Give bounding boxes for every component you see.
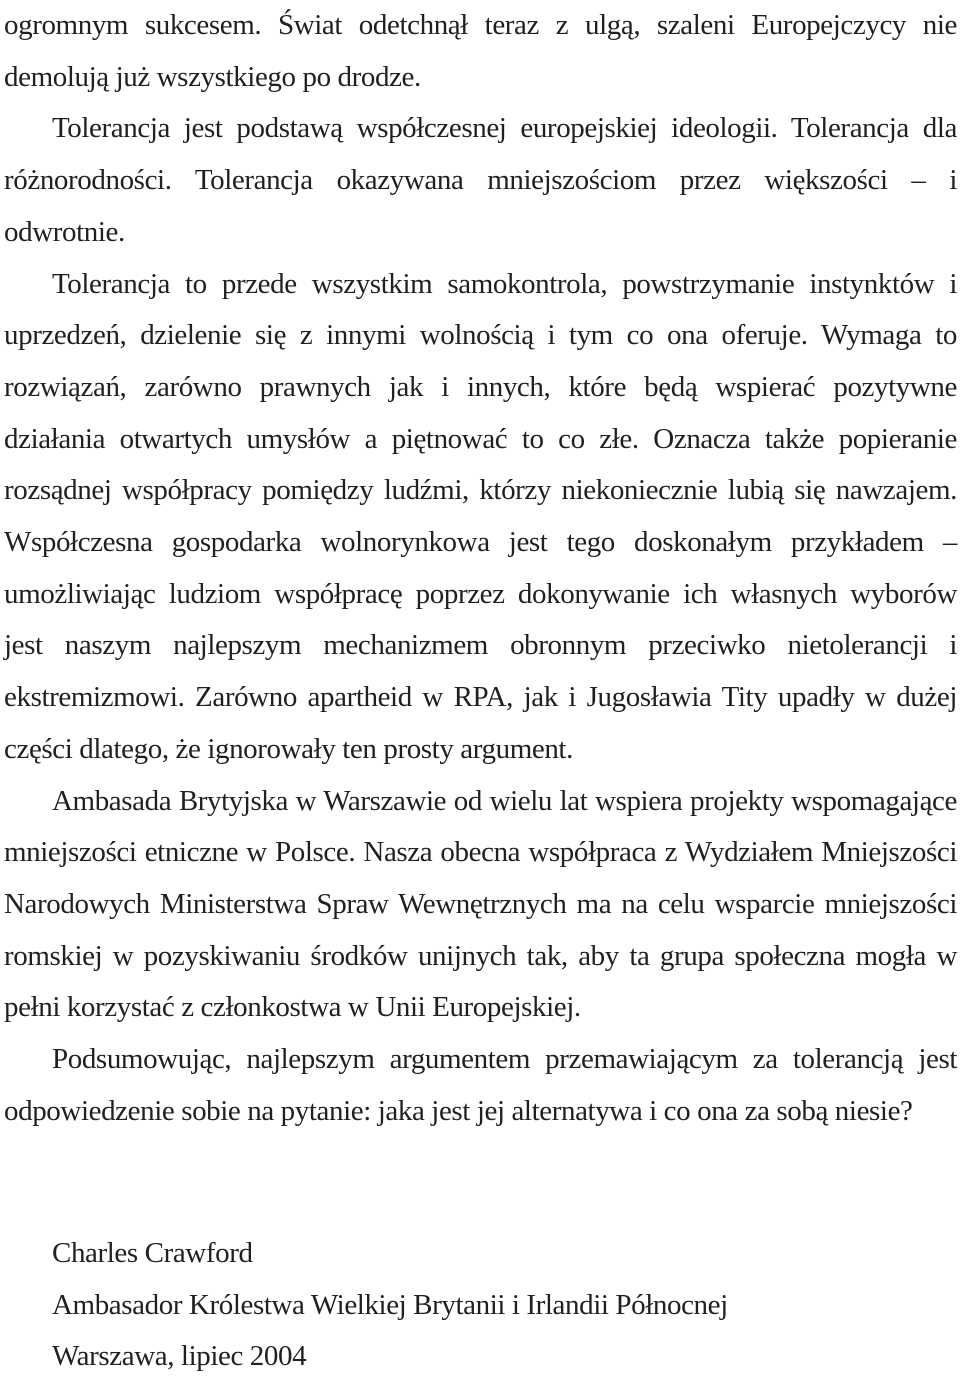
paragraph-5: Podsumowując, najlepszym argumentem przemawiającym za tolerancją jest odpowiedzenie sobie na pytanie: jaka jest jej alternatywa i co ona za sobą niesie? [4,1043,957,1127]
paragraph-4: Ambasada Brytyjska w Warszawie od wielu lat wspiera projekty wspomagające mniejszości etniczne w Polsce. Nasza obecna współpraca z Wydziałem Mniejszości Narodowych Ministerstwa Spraw Wewnętrznych ma na celu wsparcie mniejszości romskiej w pozyskiwaniu środków unijnych tak, aby ta grupa społeczna mogła w pełni korzystać z członkostwa w Unii Europejskiej. [4,784,957,1024]
paragraph-3: Tolerancja to przede wszystkim samokontrola, powstrzymanie instynktów i uprzedzeń, dzielenie się z innymi wolnością i tym co ona oferuje. Wymaga to rozwiązań, zarówno prawnych jak i innych, które będą wspierać pozytywne działania otwartych umysłów a piętnować to co złe. Oznacza także popieranie rozsądnej współpracy pomiędzy ludźmi, którzy niekoniecznie lubią się nawzajem. Współczesna gospodarka wolnorynkowa jest tego doskonałym przykładem – umożliwiając ludziom współpracę poprzez dokonywanie ich własnych wyborów jest naszym najlepszym mechanizmem obronnym przeciwko nietolerancji i ekstremizmowi. Zarówno apartheid w RPA, jak i Jugosławia Tity upadły w dużej części dlatego, że ignorowały ten prosty argument. [4,267,957,765]
document-body [4,0,957,1137]
paragraph-1: ogromnym sukcesem. Świat odetchnął teraz z ulgą, szaleni Europejczycy nie demolują już wszystkiego po drodze. [4,9,957,93]
signature-name: Charles Crawford [52,1237,253,1269]
signature-place-date: Warszawa, lipiec 2004 [52,1340,307,1373]
signature-title: Ambasador Królestwa Wielkiej Brytanii i Irlandii Północnej [52,1288,728,1321]
paragraph-2: Tolerancja jest podstawą współczesnej europejskiej ideologii. Tolerancja dla różnorodności. Tolerancja okazywana mniejszościom przez większości – i odwrotnie. [4,112,957,248]
signature-block [52,1228,728,1383]
